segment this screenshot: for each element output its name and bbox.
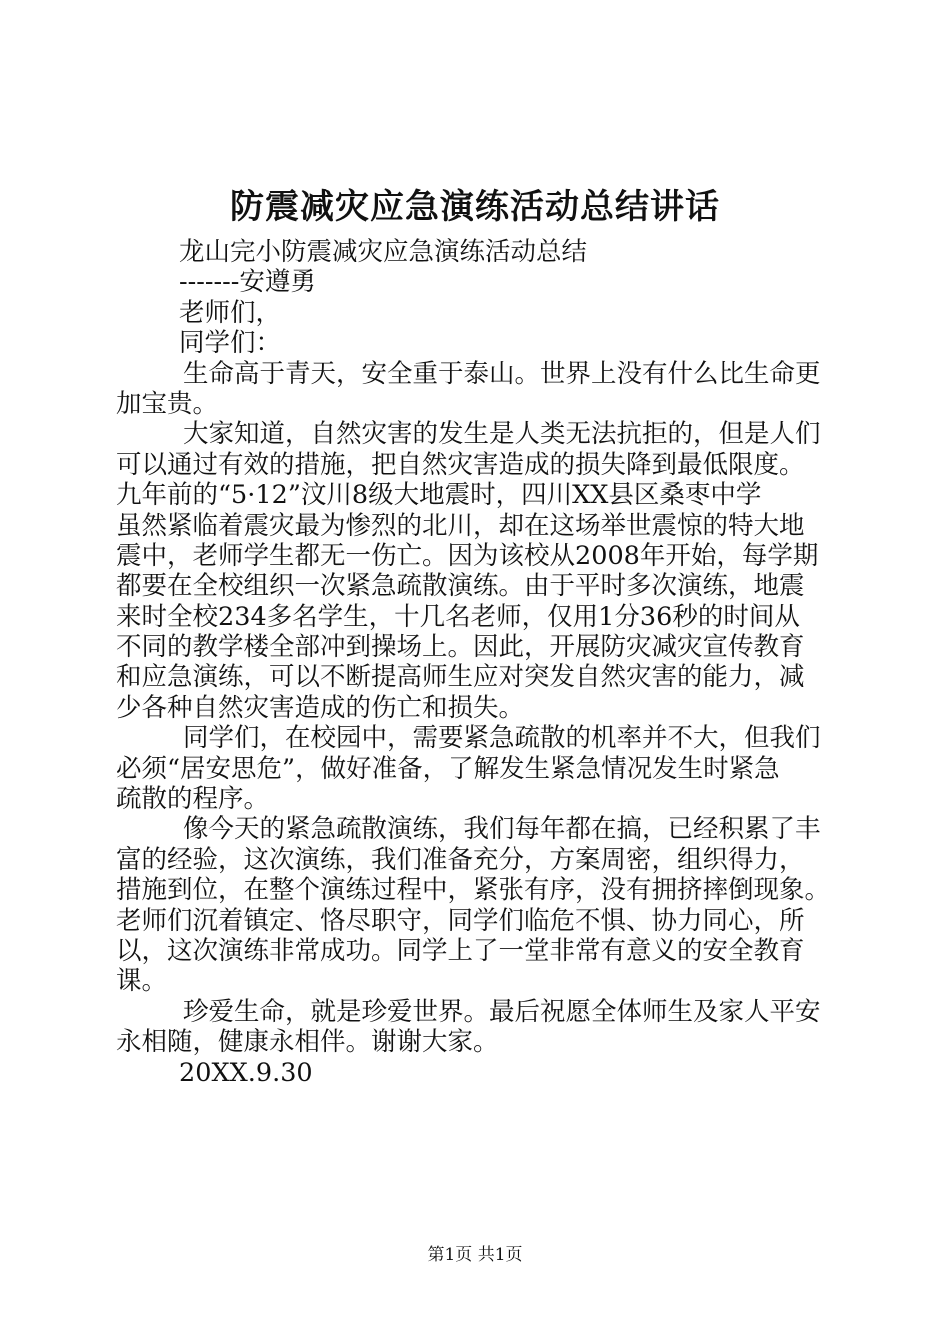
paragraph-line: 疏散的程序。 (116, 784, 270, 815)
paragraph-line: 九年前的“5·12”汶川8级大地震时，四川XX县区桑枣中学 (116, 480, 762, 511)
paragraph-line: 少各种自然灾害造成的伤亡和损失。 (116, 692, 525, 723)
document-body (116, 237, 836, 1088)
paragraph-line: 珍爱生命，就是珍爱世界。最后祝愿全体师生及家人平安 (183, 996, 821, 1027)
paragraph-line: 措施到位，在整个演练过程中，紧张有序，没有拥挤摔倒现象。 (116, 875, 831, 906)
paragraph-line: 和应急演练，可以不断提高师生应对突发自然灾害的能力，减 (116, 662, 805, 693)
greeting-teachers: 老师们， (179, 297, 282, 328)
greeting-students: 同学们： (179, 328, 282, 359)
paragraph-line: 可以通过有效的措施，把自然灾害造成的损失降到最低限度。 (116, 449, 805, 480)
paragraph-line: 加宝贵。 (116, 388, 219, 419)
paragraph-line: 同学们，在校园中，需要紧急疏散的机率并不大，但我们 (183, 723, 821, 754)
paragraph-line: 不同的教学楼全部冲到操场上。因此，开展防灾减灾宣传教育 (116, 632, 805, 663)
date-line: 20XX.9.30 (179, 1057, 313, 1088)
paragraph-line: 虽然紧临着震灾最为惨烈的北川，却在这场举世震惊的特大地 (116, 510, 805, 541)
paragraph-line: 都要在全校组织一次紧急疏散演练。由于平时多次演练，地震 (116, 571, 805, 602)
paragraph-line: 生命高于青天，安全重于泰山。世界上没有什么比生命更 (183, 358, 821, 389)
subtitle-line: 龙山完小防震减灾应急演练活动总结 (179, 237, 588, 267)
paragraph-line: 以，这次演练非常成功。同学上了一堂非常有意义的安全教育 (116, 935, 805, 966)
paragraph-line: 必须“居安思危”，做好准备，了解发生紧急情况发生时紧急 (116, 753, 780, 784)
paragraph-line: 永相随，健康永相伴。谢谢大家。 (116, 1027, 499, 1058)
document-title: 防震减灾应急演练活动总结讲话 (230, 187, 720, 227)
paragraph-line: 大家知道，自然灾害的发生是人类无法抗拒的，但是人们 (183, 419, 821, 450)
paragraph-line: 课。 (116, 966, 168, 997)
paragraph-line: 震中，老师学生都无一伤亡。因为该校从2008年开始，每学期 (116, 540, 819, 571)
paragraph-line: 来时全校234多名学生，十几名老师，仅用1分36秒的时间从 (116, 601, 800, 632)
paragraph-line: 老师们沉着镇定、恪尽职守，同学们临危不惧、协力同心，所 (116, 905, 805, 936)
author-line: -------安遵勇 (179, 267, 316, 298)
paragraph-line: 富的经验，这次演练，我们准备充分，方案周密，组织得力， (116, 844, 805, 875)
page-footer: 第1页 共1页 (427, 1245, 523, 1265)
paragraph-line: 像今天的紧急疏散演练，我们每年都在搞，已经积累了丰 (183, 814, 821, 845)
